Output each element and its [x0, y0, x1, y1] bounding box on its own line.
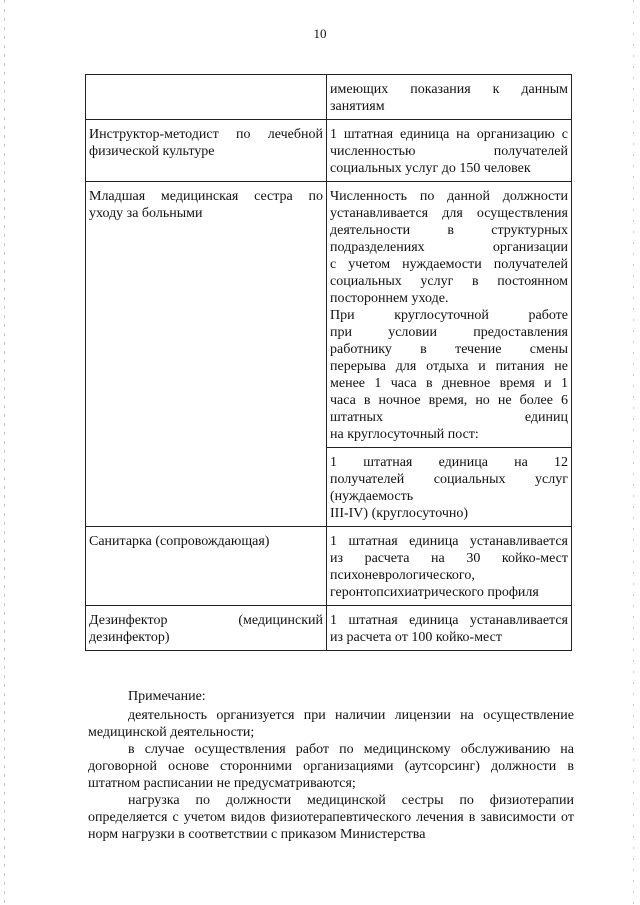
position-line: Дезинфектор (медицинский — [89, 613, 323, 628]
norm-line: имеющих показания к данным — [330, 82, 568, 97]
norm-line: подразделениях организации — [330, 240, 568, 255]
position-cell — [86, 120, 327, 182]
norm-line: работнику в течение смены — [330, 342, 568, 357]
position-cell — [86, 75, 327, 120]
norm-line: перерыва для отдыха и питания не — [330, 359, 568, 374]
position-line: физической культуре — [89, 144, 215, 159]
notes-section — [88, 688, 574, 843]
position-cell — [86, 182, 327, 527]
notes-heading: Примечание: — [128, 689, 206, 704]
norm-line: психоневрологического, — [330, 568, 475, 583]
norm-line: численностью получателей — [330, 144, 568, 159]
table-row — [86, 527, 572, 606]
note-paragraph: деятельность организуется при наличии лицензии на осуществление медицинской деятельности; — [88, 708, 574, 740]
norm-cell — [327, 606, 572, 651]
position-cell — [86, 527, 327, 606]
norm-line: При круглосуточной работе — [330, 308, 568, 323]
norm-line: Численность по данной должности — [330, 189, 568, 204]
norm-cell — [327, 182, 572, 448]
norm-line: из расчета от 100 койко-мест — [330, 630, 502, 645]
norm-line: социальных услуг в постоянном — [330, 274, 568, 289]
norm-line: на круглосуточный пост: — [330, 427, 479, 442]
norm-line: III-IV) (круглосуточно) — [330, 506, 469, 521]
norm-line: 1 штатная единица устанавливается — [330, 613, 568, 628]
scan-edge-right — [633, 0, 634, 905]
norm-line: деятельности в структурных — [330, 223, 568, 238]
page-number: 10 — [313, 26, 327, 41]
position-line: Инструктор-методист по лечебной — [89, 127, 323, 142]
norm-line: 1 штатная единица на организацию с — [330, 127, 568, 142]
norm-line: штатных единиц — [330, 410, 568, 425]
norm-line: из расчета на 30 койко-мест — [330, 551, 568, 566]
note-paragraph: в случае осуществления работ по медицинскому обслуживанию на договорной основе сторонними организациями (аутсорсинг) должности в штатном расписании не предусматриваются; — [88, 742, 574, 791]
table-row — [86, 75, 572, 120]
norm-cell — [327, 75, 572, 120]
norm-line: геронтопсихиатрического профиля — [330, 585, 539, 600]
norm-line: социальных услуг до 150 человек — [330, 161, 531, 176]
norm-line: устанавливается для осуществления — [330, 206, 568, 221]
norm-line: менее 1 часа в дневное время и 1 — [330, 376, 568, 391]
norm-line: получателей социальных услуг — [330, 472, 568, 487]
norm-line: с учетом нуждаемости получателей — [330, 257, 568, 272]
staffing-table — [85, 74, 572, 651]
position-line: Санитарка (сопровождающая) — [89, 534, 270, 549]
table-row — [86, 606, 572, 651]
position-cell — [86, 606, 327, 651]
position-line: дезинфектор) — [89, 630, 170, 645]
table-row — [86, 182, 572, 448]
norm-cell — [327, 120, 572, 182]
norm-cell — [327, 448, 572, 527]
norm-line: при условии предоставления — [330, 325, 568, 340]
note-paragraph: нагрузка по должности медицинской сестры по физиотерапии определяется с учетом видов физиотерапевтического лечения в зависимости от норм нагрузки в соответствии с приказом Министерства — [88, 793, 574, 842]
norm-line: (нуждаемость — [330, 489, 414, 504]
norm-line: 1 штатная единица на 12 — [330, 455, 568, 470]
norm-line: часа в ночное время, но не более 6 — [330, 393, 568, 408]
norm-cell — [327, 527, 572, 606]
scan-edge-left — [4, 0, 5, 905]
position-line: Младшая медицинская сестра по — [89, 189, 323, 204]
position-line: уходу за больными — [89, 206, 203, 221]
table-row — [86, 120, 572, 182]
norm-line: постороннем уходе. — [330, 291, 449, 306]
norm-line: 1 штатная единица устанавливается — [330, 534, 568, 549]
norm-line: занятиям — [330, 99, 385, 114]
